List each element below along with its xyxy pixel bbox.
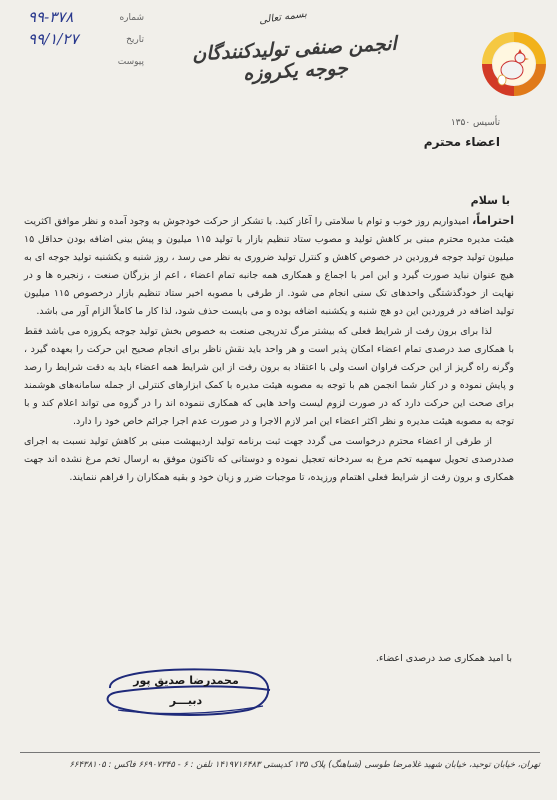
registration-number-row xyxy=(14,8,144,30)
letter-body xyxy=(24,212,514,487)
salutation: با سلام xyxy=(470,194,510,207)
date-label: تاریخ xyxy=(126,35,144,45)
paragraph-1-text: امیدواریم روز خوب و توام با سلامتی را آغاز کنید. با تشکر از حرکت خودجوش به وجود آمده و نظر موافق اکثریت هیئت مدیره محترم مبنی بر کاهش تولید و مصوب ستاد تنظیم بازار با تولید ۱۱۵ میلیون و پیش بینی اضافه بودن حداقل ۱۵ میلیون تولید جوجه فروردین در خصوص کاهش و کنترل تولید ضروری به نظر می رسد ، روز شنبه و یکشنبه تولید جوجه ای به هیچ عنوان نباید صورت گیرد و این امر با اجماع و همکاری همه جانبه تمام اعضاء ، اعم از بزرگان صنعت ، زنجیره ها و در نهایت از خودگذشتگی واحدهای تک سنی انجام می شود. از طرفی با مصوبه اخیر ستاد تنظیم بازار درخصوص ۱۱۵ میلیون تولید اضافه در فروردین این دو هج شنبه و یکشنبه اضافه بوده و می بایست حذف شود، لذا کار ما کاملاً الزام آور می باشد. xyxy=(24,216,515,317)
registration-date-row xyxy=(14,30,144,52)
signer-title: دبیـــر xyxy=(169,694,203,707)
number-label: شماره xyxy=(119,13,144,23)
body-paragraph-3: از طرفی از اعضاء محترم درخواست می گردد جهت ثبت برنامه تولید اردیبهشت مبنی بر کاهش تولید نسبت به اجرای صددرصدی تحویل سهمیه تخم مرغ به سردخانه تعجیل نموده و دوستانی که تاکنون موفق به ارسال تخم مرغ نشده اند جهت همکاری و برون رفت از شرایط فعلی اهتمام ورزیده، تا موجبات ضرر و زیان خود و بقیه همکاران را فراهم ننمایند. xyxy=(24,436,514,483)
registration-block xyxy=(14,8,144,74)
founded-year: تأسیس ۱۳۵۰ xyxy=(450,118,500,128)
body-paragraph-2: لذا برای برون رفت از شرایط فعلی که بیشتر مرگ تدریجی صنعت به خصوص بخش تولید جوجه یکروزه می باشد فقط با همکاری صد درصدی تمام اعضاء امکان پذیر است و هر واحد باید نقش ناظر برای انجام صحیح این حرکت را بعهده گیرد ، وگرنه راه گریز از این حرکت فراوان است ولی با اعتقاد به برون رفت از این شرایط همه اعضاء باید به دقت شرایط را رصد و پایش نموده و در کنار شما انجمن هم با توجه به مصوبه هیئت مدیره با کمک ابزارهای کنترلی از جمله سامانه‌های هوشمند برای صحت این حرکت دارد که در صورت لزوم لیست واحد هایی که همکاری ننموده اند را در گروه می تواند اعلام کند و با توجه به مصوبه هیئت مدیره و نظر اکثر اعضاء این امر لازم الاجرا و در صورت عدم اجرا جرائم خاص خود را دارد. xyxy=(24,326,514,427)
chick-sun-logo-icon xyxy=(478,28,550,100)
closing-line: با امید همکاری صد درصدی اعضاء. xyxy=(375,653,512,664)
bismillah-heading: بسمه تعالی xyxy=(258,8,308,27)
attachment-label: پیوست xyxy=(117,57,144,67)
lead-word: احتراماً، xyxy=(472,214,514,227)
egg-icon xyxy=(498,75,506,85)
signer-name: محمدرضا صدیق پور xyxy=(133,674,239,687)
registration-attachment-row xyxy=(14,52,144,74)
date-value: ۹۹/۱/۲۷ xyxy=(28,30,79,48)
organization-name: انجمن صنفی تولیدکنندگان جوجه یکروزه xyxy=(191,32,398,85)
footer-address: تهران، خیابان توحید، خیابان شهید غلامرضا طوسی (شباهنگ) پلاک ۱۳۵ کدپستی ۱۴۱۹۷۱۶۴۸۳ تلفن : ۶ - ۶۶۹۰۷۳۴۵ فاکس : ۶۶۴۳۸۱۰۵ xyxy=(69,760,540,770)
signature-block xyxy=(98,664,278,718)
footer-divider xyxy=(20,752,540,753)
body-paragraph-1 xyxy=(24,212,514,321)
number-value: ۹۹-۳۷۸ xyxy=(28,8,74,26)
signature-scribble-icon xyxy=(98,664,278,718)
recipient-line: اعضاء محترم xyxy=(423,135,500,149)
